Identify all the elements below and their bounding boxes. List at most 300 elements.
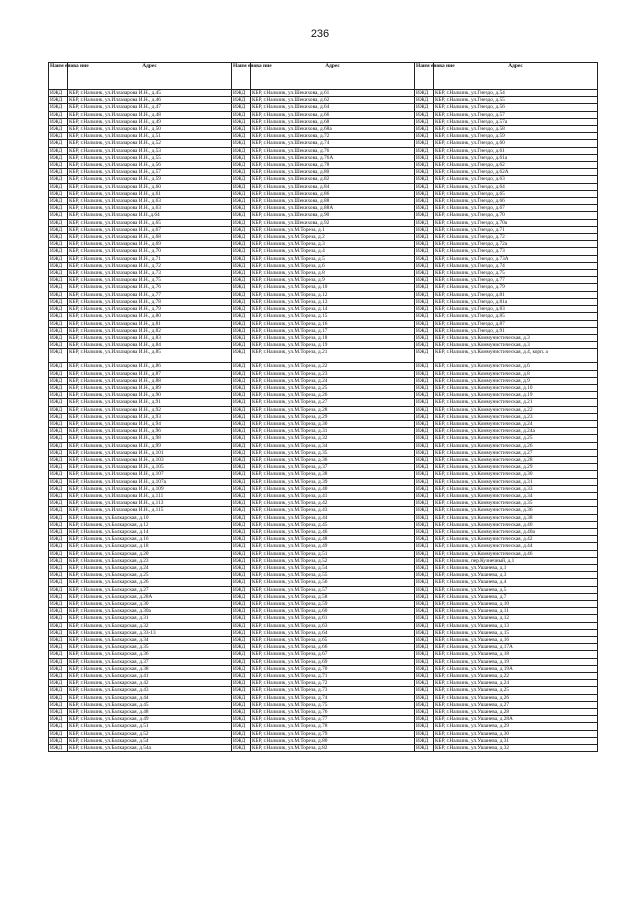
- cell-address: КБР, г.Нальчик, ул.М.Тореза, д.74: [251, 694, 415, 701]
- cell-address: КБР, г.Нальчик, ул.М.Тореза, д.35: [251, 449, 415, 456]
- cell-type: ИЖД: [49, 234, 68, 241]
- cell-address: КБР, г.Нальчик, ул.Балкарская, д.37: [68, 658, 232, 665]
- cell-address: КБР, г.Нальчик, ул.Гнездо, д.59: [434, 133, 598, 140]
- table-row: [49, 198, 598, 205]
- cell-type: ИЖД: [49, 528, 68, 535]
- cell-address: КБР, г.Нальчик, ул.М.Тореза, д.10: [251, 284, 415, 291]
- cell-address: КБР, г.Нальчик, ул.М.Тореза, д.67: [251, 651, 415, 658]
- cell-address: КБР, г.Нальчик, ул.Балкарская, д.32: [68, 622, 232, 629]
- cell-type: ИЖД: [49, 190, 68, 197]
- cell-address: КБР, г.Нальчик, ул.М.Тореза, д.52: [251, 557, 415, 564]
- cell-address: КБР, г.Нальчик, ул.Коммунистическая, д.24: [434, 420, 598, 427]
- cell-address: КБР, г.Нальчик, ул.М.Тореза, д.27: [251, 399, 415, 406]
- cell-address: КБР, г.Нальчик, ул.М.Тореза, д.60: [251, 608, 415, 615]
- cell-address: КБР, г.Нальчик, ул.М.Тореза, д.13: [251, 298, 415, 305]
- cell-type: ИЖД: [232, 349, 251, 363]
- cell-type: ИЖД: [232, 162, 251, 169]
- cell-address: КБР, г.Нальчик, ул.М.Тореза, д.43: [251, 507, 415, 514]
- cell-type: ИЖД: [232, 730, 251, 737]
- cell-type: ИЖД: [49, 442, 68, 449]
- cell-address: КБР, г.Нальчик, ул.Иллазарова И.Н., д.57: [68, 169, 232, 176]
- cell-address: КБР, г.Нальчик, ул.Иллазарова И.Н., д.115: [68, 507, 232, 514]
- table-row: [49, 565, 598, 572]
- cell-type: ИЖД: [49, 219, 68, 226]
- cell-address: КБР, г.Нальчик, ул.Ушанева, д.5: [434, 586, 598, 593]
- cell-address: КБР, г.Нальчик, ул.Шекихова, д.66: [251, 111, 415, 118]
- cell-address: КБР, г.Нальчик, ул.Иллазарова И.Н., д.63: [68, 205, 232, 212]
- cell-type: ИЖД: [232, 169, 251, 176]
- cell-address: КБР, г.Нальчик, ул.М.Тореза, д.69: [251, 658, 415, 665]
- cell-type: ИЖД: [415, 413, 434, 420]
- cell-type: ИЖД: [49, 536, 68, 543]
- table-row: [49, 723, 598, 730]
- cell-type: ИЖД: [49, 730, 68, 737]
- cell-address: КБР, г.Нальчик, ул.М.Тореза, д.79: [251, 730, 415, 737]
- cell-address: КБР, г.Нальчик, ул.Коммунистическая, д.6: [434, 363, 598, 370]
- cell-address: КБР, г.Нальчик, ул.Коммунистическая, д.3: [434, 342, 598, 349]
- cell-address: КБР, г.Нальчик, ул.Иллазарова И.Н., д.82: [68, 327, 232, 334]
- cell-type: ИЖД: [232, 97, 251, 104]
- cell-address: КБР, г.Нальчик, ул.Гнездо, д.62: [434, 162, 598, 169]
- cell-type: ИЖД: [49, 342, 68, 349]
- cell-type: ИЖД: [49, 629, 68, 636]
- table-row: [49, 709, 598, 716]
- cell-address: КБР, г.Нальчик, ул.М.Тореза, д.40: [251, 485, 415, 492]
- cell-address: КБР, г.Нальчик, ул.Ушанева, д.17А: [434, 644, 598, 651]
- table-row: [49, 140, 598, 147]
- cell-address: КБР, г.Нальчик, ул.Иллазарова И.Н., д.76: [68, 284, 232, 291]
- cell-type: ИЖД: [49, 665, 68, 672]
- table-row: [49, 190, 598, 197]
- table-row: [49, 514, 598, 521]
- cell-type: ИЖД: [232, 456, 251, 463]
- cell-address: КБР, г.Нальчик, ул.Иллазарова И.Н., д.61: [68, 190, 232, 197]
- cell-type: ИЖД: [415, 219, 434, 226]
- cell-address: КБР, г.Нальчик, ул.Иллазарова И.Н., д.51: [68, 133, 232, 140]
- cell-type: ИЖД: [49, 327, 68, 334]
- table-row: [49, 90, 598, 97]
- table-row: [49, 550, 598, 557]
- cell-type: ИЖД: [49, 492, 68, 499]
- cell-address: КБР, г.Нальчик, ул.Шекихова, д.62: [251, 97, 415, 104]
- table-row: [49, 176, 598, 183]
- cell-address: КБР, г.Нальчик, ул.М.Тореза, д.57: [251, 586, 415, 593]
- cell-type: ИЖД: [49, 255, 68, 262]
- cell-address: КБР, г.Нальчик, ул.М.Тореза, д.38: [251, 471, 415, 478]
- cell-type: ИЖД: [232, 183, 251, 190]
- table-row: [49, 572, 598, 579]
- column-header-type: Наим енова ние: [415, 63, 434, 90]
- cell-address: КБР, г.Нальчик, ул.Иллазарова И.Н., д.99: [68, 442, 232, 449]
- cell-type: ИЖД: [415, 543, 434, 550]
- cell-address: КБР, г.Нальчик, ул.Шекихова, д.76А: [251, 154, 415, 161]
- cell-type: ИЖД: [49, 270, 68, 277]
- cell-address: КБР, г.Нальчик, ул.Ушанева, д.27: [434, 701, 598, 708]
- cell-type: ИЖД: [232, 737, 251, 744]
- cell-type: ИЖД: [415, 665, 434, 672]
- cell-type: ИЖД: [49, 313, 68, 320]
- cell-address: КБР, г.Нальчик, ул.Гнездо, д.72: [434, 234, 598, 241]
- cell-type: ИЖД: [49, 363, 68, 370]
- cell-address: КБР, г.Нальчик, ул.Иллазарова И.Н., д.96: [68, 428, 232, 435]
- cell-address: КБР, г.Нальчик, ул.М.Тореза, д.80: [251, 737, 415, 744]
- cell-address: КБР, г.Нальчик, ул.Коммунистическая, д.27: [434, 449, 598, 456]
- table-row: [49, 680, 598, 687]
- cell-type: ИЖД: [415, 334, 434, 341]
- cell-address: КБР, г.Нальчик, ул.Иллазарова И.Н., д.83: [68, 334, 232, 341]
- table-row: [49, 464, 598, 471]
- cell-type: ИЖД: [49, 737, 68, 744]
- table-header-row: [49, 63, 598, 90]
- cell-address: КБР, г.Нальчик, ул.Иллазарова И.Н., д.89: [68, 384, 232, 391]
- table-row: [49, 701, 598, 708]
- cell-type: ИЖД: [232, 190, 251, 197]
- cell-address: КБР, г.Нальчик, ул.Ушанева, д.19А: [434, 665, 598, 672]
- table-row: [49, 471, 598, 478]
- cell-address: КБР, г.Нальчик, ул.Шекихова, д.68а: [251, 126, 415, 133]
- cell-type: ИЖД: [415, 456, 434, 463]
- cell-address: КБР, г.Нальчик, пер.Кузнечный, д.1: [434, 557, 598, 564]
- table-row: [49, 694, 598, 701]
- cell-address: КБР, г.Нальчик, ул.Балкарская, д.31: [68, 615, 232, 622]
- cell-type: ИЖД: [232, 694, 251, 701]
- cell-address: КБР, г.Нальчик, ул.М.Тореза, д.3: [251, 241, 415, 248]
- cell-type: ИЖД: [415, 622, 434, 629]
- cell-type: ИЖД: [49, 133, 68, 140]
- cell-address: КБР, г.Нальчик, ул.Гнездо, д.66: [434, 198, 598, 205]
- table-row: [49, 557, 598, 564]
- cell-address: КБР, г.Нальчик, ул.Шекихова, д.78: [251, 162, 415, 169]
- table-row: [49, 658, 598, 665]
- cell-address: КБР, г.Нальчик, ул.Балкарская, д.42: [68, 680, 232, 687]
- cell-address: КБР, г.Нальчик, ул.Гнездо, д.81: [434, 291, 598, 298]
- cell-type: ИЖД: [232, 622, 251, 629]
- cell-type: ИЖД: [415, 723, 434, 730]
- cell-address: КБР, г.Нальчик, ул.М.Тореза, д.36: [251, 456, 415, 463]
- table-row: [49, 456, 598, 463]
- cell-type: ИЖД: [49, 586, 68, 593]
- cell-address: КБР, г.Нальчик, ул.М.Тореза, д.4: [251, 248, 415, 255]
- cell-type: ИЖД: [49, 392, 68, 399]
- cell-type: ИЖД: [49, 593, 68, 600]
- cell-type: ИЖД: [49, 377, 68, 384]
- table-row: [49, 651, 598, 658]
- cell-address: КБР, г.Нальчик, ул.Иллазарова И.Н., д.107: [68, 471, 232, 478]
- cell-type: ИЖД: [415, 500, 434, 507]
- cell-type: ИЖД: [232, 370, 251, 377]
- cell-address: КБР, г.Нальчик, ул.М.Тореза, д.18: [251, 334, 415, 341]
- cell-address: КБР, г.Нальчик, ул.М.Тореза, д.28: [251, 406, 415, 413]
- cell-type: ИЖД: [49, 154, 68, 161]
- cell-type: ИЖД: [232, 334, 251, 341]
- cell-type: ИЖД: [415, 435, 434, 442]
- table-row: [49, 97, 598, 104]
- table-row: [49, 622, 598, 629]
- cell-type: ИЖД: [232, 277, 251, 284]
- cell-address: КБР, г.Нальчик, ул.М.Тореза, д.30: [251, 420, 415, 427]
- cell-type: ИЖД: [49, 644, 68, 651]
- cell-type: ИЖД: [415, 399, 434, 406]
- cell-address: КБР, г.Нальчик, ул.М.Тореза, д.8: [251, 270, 415, 277]
- cell-type: ИЖД: [232, 507, 251, 514]
- table-row: [49, 126, 598, 133]
- cell-address: КБР, г.Нальчик, ул.Ушанева, д.18: [434, 651, 598, 658]
- cell-address: КБР, г.Нальчик, ул.М.Тореза, д.63: [251, 622, 415, 629]
- cell-type: ИЖД: [232, 601, 251, 608]
- cell-type: ИЖД: [232, 586, 251, 593]
- cell-address: КБР, г.Нальчик, ул.Гнездо, д.54: [434, 90, 598, 97]
- cell-type: ИЖД: [415, 406, 434, 413]
- table-row: [49, 291, 598, 298]
- cell-type: ИЖД: [415, 521, 434, 528]
- cell-address: КБР, г.Нальчик, ул.Балкарская, д.36: [68, 651, 232, 658]
- table-row: [49, 306, 598, 313]
- cell-address: КБР, г.Нальчик, ул.Гнездо, д.64: [434, 183, 598, 190]
- cell-address: КБР, г.Нальчик, ул.М.Тореза, д.56: [251, 579, 415, 586]
- cell-type: ИЖД: [232, 291, 251, 298]
- cell-type: ИЖД: [415, 205, 434, 212]
- cell-type: ИЖД: [49, 126, 68, 133]
- cell-type: ИЖД: [49, 104, 68, 111]
- cell-type: ИЖД: [49, 248, 68, 255]
- cell-address: КБР, г.Нальчик, ул.М.Тореза, д.75: [251, 701, 415, 708]
- cell-address: КБР, г.Нальчик, ул.М.Тореза, д.5: [251, 255, 415, 262]
- cell-address: КБР, г.Нальчик, ул.Иллазарова И.Н., д.84: [68, 342, 232, 349]
- table-body: [49, 90, 598, 752]
- table-row: [49, 536, 598, 543]
- cell-address: КБР, г.Нальчик, ул.Ушанева, д.3: [434, 572, 598, 579]
- cell-address: КБР, г.Нальчик, ул.М.Тореза, д.66: [251, 644, 415, 651]
- cell-type: ИЖД: [232, 392, 251, 399]
- cell-address: КБР, г.Нальчик, ул.Коммунистическая, д.21: [434, 399, 598, 406]
- cell-address: КБР, г.Нальчик, ул.Гнездо, д.85: [434, 313, 598, 320]
- cell-type: ИЖД: [49, 557, 68, 564]
- cell-address: КБР, г.Нальчик, ул.Шекихова, д.88: [251, 198, 415, 205]
- cell-address: КБР, г.Нальчик, ул.Гнездо, д.81а: [434, 298, 598, 305]
- cell-type: ИЖД: [415, 363, 434, 370]
- cell-address: КБР, г.Нальчик, ул.Гнездо, д.63: [434, 176, 598, 183]
- cell-address: КБР, г.Нальчик, ул.Балкарская, д.24: [68, 565, 232, 572]
- cell-type: ИЖД: [49, 169, 68, 176]
- cell-type: ИЖД: [49, 464, 68, 471]
- cell-type: ИЖД: [49, 420, 68, 427]
- cell-type: ИЖД: [232, 658, 251, 665]
- cell-address: КБР, г.Нальчик, ул.Коммунистическая, д.44: [434, 543, 598, 550]
- table-row: [49, 478, 598, 485]
- table-row: [49, 226, 598, 233]
- cell-address: КБР, г.Нальчик, ул.Ушанева, д.28А: [434, 716, 598, 723]
- cell-type: ИЖД: [49, 320, 68, 327]
- table-row: [49, 485, 598, 492]
- cell-type: ИЖД: [232, 420, 251, 427]
- table-row: [49, 579, 598, 586]
- cell-type: ИЖД: [232, 701, 251, 708]
- cell-type: ИЖД: [415, 449, 434, 456]
- table-row: [49, 313, 598, 320]
- cell-address: КБР, г.Нальчик, ул.Иллазарова И.Н., д.78: [68, 298, 232, 305]
- cell-type: ИЖД: [232, 327, 251, 334]
- cell-address: КБР, г.Нальчик, ул.Иллазарова И.Н., д.56: [68, 162, 232, 169]
- cell-address: КБР, г.Нальчик, ул.М.Тореза, д.46: [251, 528, 415, 535]
- cell-type: ИЖД: [232, 377, 251, 384]
- cell-address: КБР, г.Нальчик, ул.Иллазарова И.Н., д.65: [68, 219, 232, 226]
- cell-address: КБР, г.Нальчик, ул.Коммунистическая, д.26: [434, 442, 598, 449]
- table-row: [49, 392, 598, 399]
- table-row: [49, 593, 598, 600]
- cell-address: КБР, г.Нальчик, ул.Иллазарова И.Н., д.72: [68, 262, 232, 269]
- cell-address: КБР, г.Нальчик, ул.Балкарская, д.43: [68, 687, 232, 694]
- cell-type: ИЖД: [232, 255, 251, 262]
- cell-type: ИЖД: [232, 154, 251, 161]
- table-row: [49, 219, 598, 226]
- table-row: [49, 745, 598, 752]
- cell-type: ИЖД: [232, 140, 251, 147]
- cell-address: КБР, г.Нальчик, ул.Шекихова, д.88А: [251, 205, 415, 212]
- cell-type: ИЖД: [49, 579, 68, 586]
- cell-type: ИЖД: [49, 226, 68, 233]
- cell-type: ИЖД: [415, 342, 434, 349]
- cell-type: ИЖД: [49, 205, 68, 212]
- cell-type: ИЖД: [49, 370, 68, 377]
- cell-type: ИЖД: [232, 384, 251, 391]
- cell-type: ИЖД: [49, 306, 68, 313]
- cell-type: ИЖД: [49, 349, 68, 363]
- cell-type: ИЖД: [232, 248, 251, 255]
- cell-address: КБР, г.Нальчик, ул.Ушанева, д.31: [434, 737, 598, 744]
- cell-type: ИЖД: [415, 536, 434, 543]
- cell-type: ИЖД: [232, 399, 251, 406]
- cell-address: КБР, г.Нальчик, ул.М.Тореза, д.31: [251, 428, 415, 435]
- cell-address: КБР, г.Нальчик, ул.Иллазарова И.Н., д.50: [68, 126, 232, 133]
- cell-address: КБР, г.Нальчик, ул.Коммунистическая, д.19: [434, 392, 598, 399]
- cell-address: КБР, г.Нальчик, ул.М.Тореза, д.41: [251, 492, 415, 499]
- cell-type: ИЖД: [415, 370, 434, 377]
- cell-address: КБР, г.Нальчик, ул.Иллазарова И.Н., д.113: [68, 500, 232, 507]
- table-row: [49, 262, 598, 269]
- cell-address: КБР, г.Нальчик, ул.Коммунистическая, д.46: [434, 550, 598, 557]
- table-row: [49, 183, 598, 190]
- cell-address: КБР, г.Нальчик, ул.Балкарская, д.48: [68, 709, 232, 716]
- cell-type: ИЖД: [49, 471, 68, 478]
- table-row: [49, 665, 598, 672]
- cell-type: ИЖД: [49, 673, 68, 680]
- cell-address: КБР, г.Нальчик, ул.Балкарская, д.30: [68, 601, 232, 608]
- cell-address: КБР, г.Нальчик, ул.М.Тореза, д.15: [251, 313, 415, 320]
- cell-address: КБР, г.Нальчик, ул.М.Тореза, д.64: [251, 629, 415, 636]
- cell-address: КБР, г.Нальчик, ул.Шекихова, д.68: [251, 118, 415, 125]
- cell-address: КБР, г.Нальчик, ул.Гнездо, д.70: [434, 212, 598, 219]
- cell-type: ИЖД: [415, 133, 434, 140]
- cell-address: КБР, г.Нальчик, ул.Балкарская, д.10: [68, 514, 232, 521]
- cell-address: КБР, г.Нальчик, ул.Иллазарова И.Н., д.53: [68, 147, 232, 154]
- cell-type: ИЖД: [49, 162, 68, 169]
- table-row: [49, 449, 598, 456]
- cell-address: КБР, г.Нальчик, ул.Коммунистическая, д.34: [434, 492, 598, 499]
- table-row: [49, 521, 598, 528]
- cell-type: ИЖД: [415, 298, 434, 305]
- cell-type: ИЖД: [415, 154, 434, 161]
- cell-address: КБР, г.Нальчик, ул.Гнездо, д.67: [434, 205, 598, 212]
- cell-address: КБР, г.Нальчик, ул.Иллазарова И.Н., д.93: [68, 413, 232, 420]
- cell-type: ИЖД: [415, 701, 434, 708]
- cell-type: ИЖД: [49, 406, 68, 413]
- cell-address: КБР, г.Нальчик, ул.М.Тореза, д.77: [251, 716, 415, 723]
- cell-address: КБР, г.Нальчик, ул.М.Тореза, д.42: [251, 500, 415, 507]
- cell-type: ИЖД: [415, 442, 434, 449]
- cell-address: КБР, г.Нальчик, ул.Иллазарова И.Н., д.55: [68, 154, 232, 161]
- table-row: [49, 384, 598, 391]
- cell-address: КБР, г.Нальчик, ул.Коммунистическая, д.4, корп. а: [434, 349, 598, 363]
- cell-address: КБР, г.Нальчик, ул.Балкарская, д.35: [68, 644, 232, 651]
- cell-type: ИЖД: [232, 514, 251, 521]
- cell-type: ИЖД: [232, 543, 251, 550]
- cell-address: КБР, г.Нальчик, ул.Гнездо, д.83: [434, 306, 598, 313]
- cell-address: КБР, г.Нальчик, ул.Гнездо, д.57а: [434, 118, 598, 125]
- table-row: [49, 428, 598, 435]
- column-header-address: Адрес: [68, 63, 232, 90]
- cell-address: КБР, г.Нальчик, ул.Шекихова, д.72: [251, 133, 415, 140]
- table-row: [49, 377, 598, 384]
- table-row: [49, 442, 598, 449]
- table-row: [49, 277, 598, 284]
- table-row: [49, 154, 598, 161]
- cell-address: КБР, г.Нальчик, ул.Иллазарова И.Н., д.90: [68, 392, 232, 399]
- cell-type: ИЖД: [232, 521, 251, 528]
- cell-address: КБР, г.Нальчик, ул.Иллазарова И.Н., д.88: [68, 377, 232, 384]
- table-row: [49, 435, 598, 442]
- cell-address: КБР, г.Нальчик, ул.Иллазарова И.Н., д.79: [68, 306, 232, 313]
- cell-address: КБР, г.Нальчик, ул.Балкарская, д.26: [68, 579, 232, 586]
- table-row: [49, 637, 598, 644]
- cell-address: КБР, г.Нальчик, ул.Балкарская, д.51: [68, 723, 232, 730]
- cell-type: ИЖД: [415, 557, 434, 564]
- cell-type: ИЖД: [49, 680, 68, 687]
- cell-type: ИЖД: [415, 392, 434, 399]
- cell-type: ИЖД: [49, 716, 68, 723]
- cell-address: КБР, г.Нальчик, ул.Гнездо, д.61а: [434, 154, 598, 161]
- cell-address: КБР, г.Нальчик, ул.Коммунистическая, д.42: [434, 536, 598, 543]
- cell-type: ИЖД: [232, 104, 251, 111]
- cell-type: ИЖД: [49, 608, 68, 615]
- table-row: [49, 507, 598, 514]
- cell-type: ИЖД: [415, 111, 434, 118]
- cell-address: КБР, г.Нальчик, ул.Гнездо, д.60: [434, 140, 598, 147]
- cell-type: ИЖД: [232, 205, 251, 212]
- cell-type: ИЖД: [415, 579, 434, 586]
- cell-type: ИЖД: [49, 90, 68, 97]
- cell-address: КБР, г.Нальчик, ул.Ушанева, д.10: [434, 601, 598, 608]
- cell-address: КБР, г.Нальчик, ул.Балкарская, д.30а: [68, 608, 232, 615]
- cell-address: КБР, г.Нальчик, ул.Балкарская, д.23: [68, 557, 232, 564]
- cell-type: ИЖД: [232, 198, 251, 205]
- cell-address: КБР, г.Нальчик, ул.Шекихова, д.82: [251, 176, 415, 183]
- cell-type: ИЖД: [415, 428, 434, 435]
- cell-address: КБР, г.Нальчик, ул.М.Тореза, д.1: [251, 226, 415, 233]
- cell-address: КБР, г.Нальчик, ул.Коммунистическая, д.38: [434, 514, 598, 521]
- cell-address: КБР, г.Нальчик, ул.Иллазарова И.Н., д.71: [68, 255, 232, 262]
- cell-type: ИЖД: [49, 140, 68, 147]
- cell-address: КБР, г.Нальчик, ул.М.Тореза, д.65: [251, 637, 415, 644]
- cell-address: КБР, г.Нальчик, ул.Гнездо, д.61: [434, 147, 598, 154]
- cell-address: КБР, г.Нальчик, ул.Иллазарова И.Н., д.75: [68, 277, 232, 284]
- cell-type: ИЖД: [232, 536, 251, 543]
- cell-type: ИЖД: [232, 709, 251, 716]
- table-row: [49, 205, 598, 212]
- table-row: [49, 212, 598, 219]
- cell-type: ИЖД: [49, 399, 68, 406]
- cell-type: ИЖД: [415, 550, 434, 557]
- cell-address: КБР, г.Нальчик, ул.Гнездо, д.58: [434, 126, 598, 133]
